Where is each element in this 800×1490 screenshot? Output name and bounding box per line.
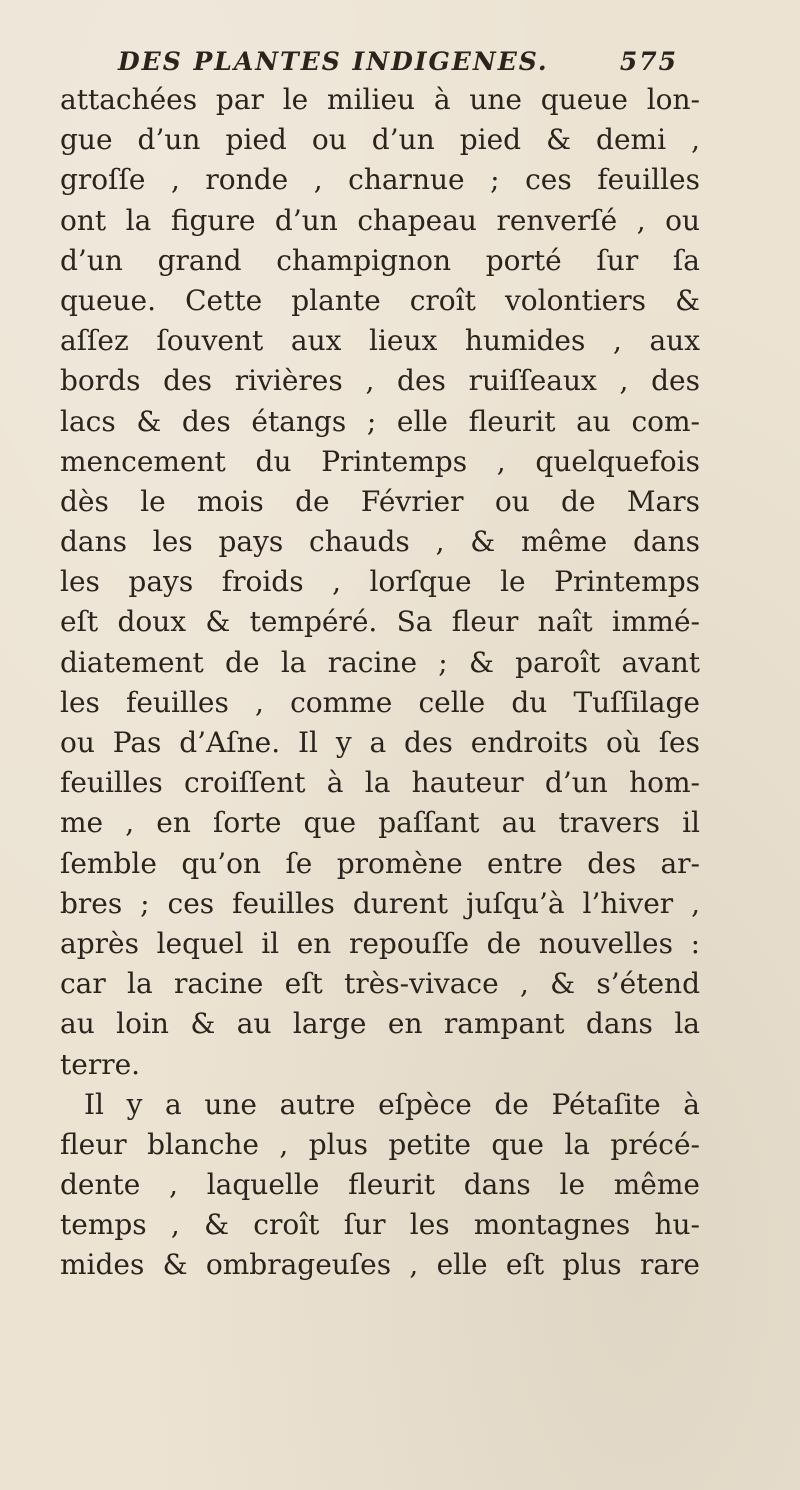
text-line: ont la figure d’un chapeau renverſé , ou [60,203,700,237]
text-line: au loin & au large en rampant dans la [60,1007,700,1041]
text-line: gue d’un pied ou d’un pied & demi , [60,123,700,157]
text-line-paragraph-end: terre. [60,1047,141,1081]
body-text [60,80,700,1286]
text-line: les feuilles , comme celle du Tuſſilage [60,685,700,719]
text-line: lacs & des étangs ; elle fleurit au com- [60,404,700,438]
text-line: mides & ombrageuſes , elle eſt plus rare [60,1248,700,1282]
text-line: fleur blanche , plus petite que la précé- [60,1127,700,1161]
text-line: mencement du Printemps , quelquefois [60,444,700,478]
text-line: aſſez ſouvent aux lieux humides , aux [60,324,700,358]
text-line: bres ; ces feuilles durent juſqu’à l’hiver , [60,886,700,920]
text-line: ou Pas d’Aſne. Il y a des endroits où ſes [60,726,700,759]
text-line: feuilles croiſſent à la hauteur d’un hom- [60,766,700,800]
text-line: diatement de la racine ; & paroît avant [60,645,700,679]
text-line: groſſe , ronde , charnue ; ces feuilles [60,163,700,197]
text-line: attachées par le milieu à une queue lon- [60,83,700,116]
text-line: bords des rivières , des ruiſſeaux , des [60,364,700,398]
text-line: me , en ſorte que paſſant au travers il [60,806,700,840]
text-line: temps , & croît ſur les montagnes hu- [60,1208,700,1242]
text-line: d’un grand champignon porté ſur ſa [60,243,700,277]
text-line: ſemble qu’on ſe promène entre des ar- [60,846,700,880]
text-line: après lequel il en repouſſe de nouvelles : [60,926,700,960]
running-title: DES PLANTES INDIGENES. [118,46,549,76]
text-line: eſt doux & tempéré. Sa fleur naît immé- [60,605,700,639]
text-line: les pays froids , lorſque le Printemps [60,565,700,599]
text-line: queue. Cette plante croît volontiers & [60,283,700,317]
running-head [118,40,678,82]
text-line: dans les pays chauds , & même dans [60,525,700,559]
text-line: dente , laquelle fleurit dans le même [60,1168,700,1202]
text-line: dès le mois de Février ou de Mars [60,484,700,518]
text-line: car la racine eſt très-vivace , & s’étend [60,967,700,1001]
page-number: 575 [619,46,678,76]
text-line-paragraph-start: Il y a une autre eſpèce de Pétaſite à [84,1087,700,1121]
